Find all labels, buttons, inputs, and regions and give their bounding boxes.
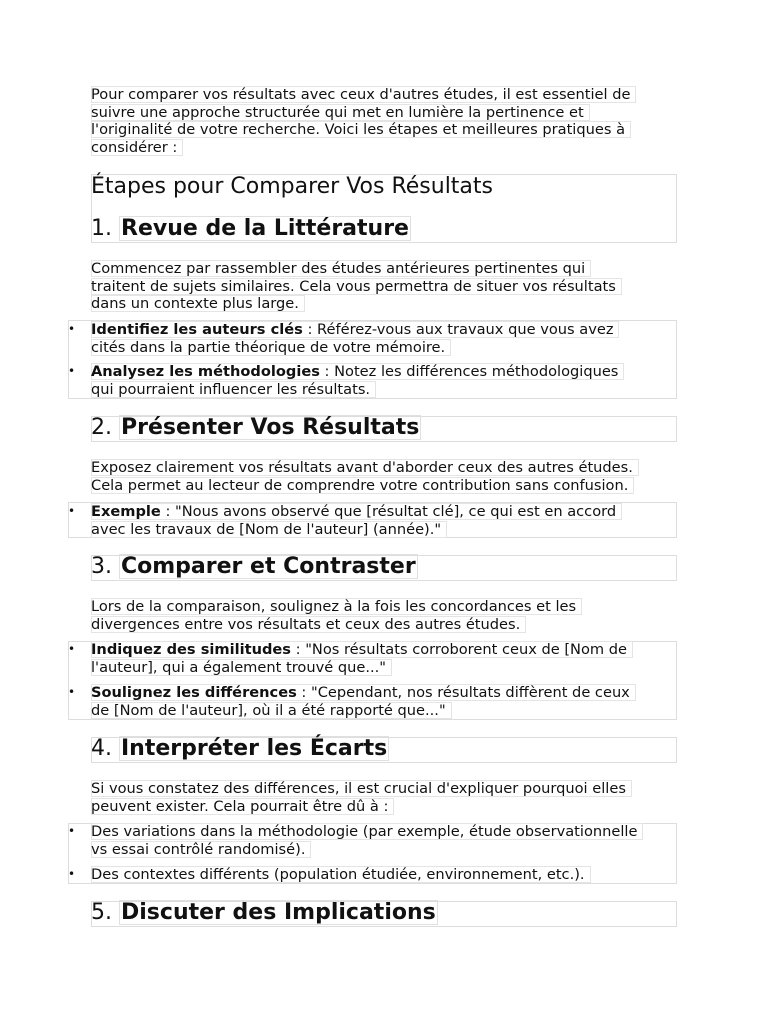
- section-number: 2.: [91, 415, 112, 440]
- section-heading-3: [91, 554, 418, 580]
- list-item-text: : Notez les différences méthodologiques: [319, 363, 619, 380]
- section-3-paragraph: [91, 598, 677, 633]
- list-item-text: qui pourraient influencer les résultats.: [91, 381, 376, 398]
- section-2-paragraph: [91, 459, 677, 494]
- text-line: Si vous constatez des différences, il est crucial d'expliquer pourquoi elles: [91, 780, 632, 797]
- text-line: Commencez par rassembler des études antérieures pertinentes qui: [91, 260, 591, 277]
- section-number: 3.: [91, 554, 112, 579]
- section-heading-5: [91, 900, 438, 926]
- text-line: dans un contexte plus large.: [91, 295, 305, 312]
- list-item-text: Des variations dans la méthodologie (par exemple, étude observationnelle: [91, 823, 638, 840]
- text-line: traitent de sujets similaires. Cela vous permettra de situer vos résultats: [91, 278, 622, 295]
- text-line: peuvent exister. Cela pourrait être dû à :: [91, 798, 394, 815]
- section-title: Présenter Vos Résultats: [121, 415, 420, 440]
- list-item-text: cités dans la partie théorique de votre mémoire.: [91, 339, 451, 356]
- list-item-text: : "Nous avons observé que [résultat clé], ce qui est en accord: [160, 503, 617, 520]
- text-line: Lors de la comparaison, soulignez à la fois les concordances et les: [91, 598, 582, 615]
- bullet-icon: •: [68, 504, 76, 518]
- text-line: Exposez clairement vos résultats avant d'aborder ceux des autres études.: [91, 459, 639, 476]
- section-heading-1: [91, 216, 411, 242]
- section-title: Discuter des Implications: [121, 900, 436, 925]
- list-item-text: avec les travaux de [Nom de l'auteur] (année).": [91, 521, 447, 538]
- list-item-bold: Analysez les méthodologies: [91, 363, 320, 380]
- bullet-icon: •: [68, 642, 76, 656]
- section-number: 1.: [91, 216, 112, 241]
- text-line: suivre une approche structurée qui met en lumière la pertinence et: [91, 104, 590, 121]
- section-4-paragraph: [91, 780, 677, 815]
- section-title: Comparer et Contraster: [121, 554, 416, 579]
- list-item-text: l'auteur], qui a également trouvé que...": [91, 659, 392, 676]
- section-number: 5.: [91, 900, 112, 925]
- list-item-bold: Identifiez les auteurs clés: [91, 321, 303, 338]
- list-item-text: Des contextes différents (population étudiée, environnement, etc.).: [91, 866, 585, 883]
- bullet-icon: •: [68, 867, 76, 881]
- section-heading-2: [91, 415, 421, 441]
- text-line: Pour comparer vos résultats avec ceux d'autres études, il est essentiel de: [91, 86, 636, 103]
- list-item-text: de [Nom de l'auteur], où il a été rapporté que...": [91, 702, 452, 719]
- bullet-icon: •: [68, 322, 76, 336]
- section-1-paragraph: [91, 260, 677, 313]
- main-heading: Étapes pour Comparer Vos Résultats: [91, 174, 494, 199]
- text-line: l'originalité de votre recherche. Voici les étapes et meilleures pratiques à: [91, 121, 631, 138]
- list-item-text: : Référez-vous aux travaux que vous avez: [302, 321, 614, 338]
- list-item-text: vs essai contrôlé randomisé).: [91, 841, 311, 858]
- bullet-icon: •: [68, 824, 76, 838]
- section-title: Revue de la Littérature: [121, 216, 409, 241]
- list-item-bold: Soulignez les différences: [91, 684, 297, 701]
- bullet-icon: •: [68, 364, 76, 378]
- text-line: considérer :: [91, 139, 183, 156]
- section-heading-4: [91, 736, 389, 762]
- section-title: Interpréter les Écarts: [121, 736, 388, 761]
- text-line: divergences entre vos résultats et ceux des autres études.: [91, 616, 526, 633]
- section-number: 4.: [91, 736, 112, 761]
- text-line: Cela permet au lecteur de comprendre votre contribution sans confusion.: [91, 477, 634, 494]
- list-item-bold: Exemple: [91, 503, 161, 520]
- bullet-icon: •: [68, 685, 76, 699]
- intro-paragraph: [91, 86, 677, 156]
- list-item-text: : "Cependant, nos résultats diffèrent de ceux: [296, 684, 630, 701]
- list-item-text: : "Nos résultats corroborent ceux de [Nom de: [291, 641, 627, 658]
- list-item-bold: Indiquez des similitudes: [91, 641, 291, 658]
